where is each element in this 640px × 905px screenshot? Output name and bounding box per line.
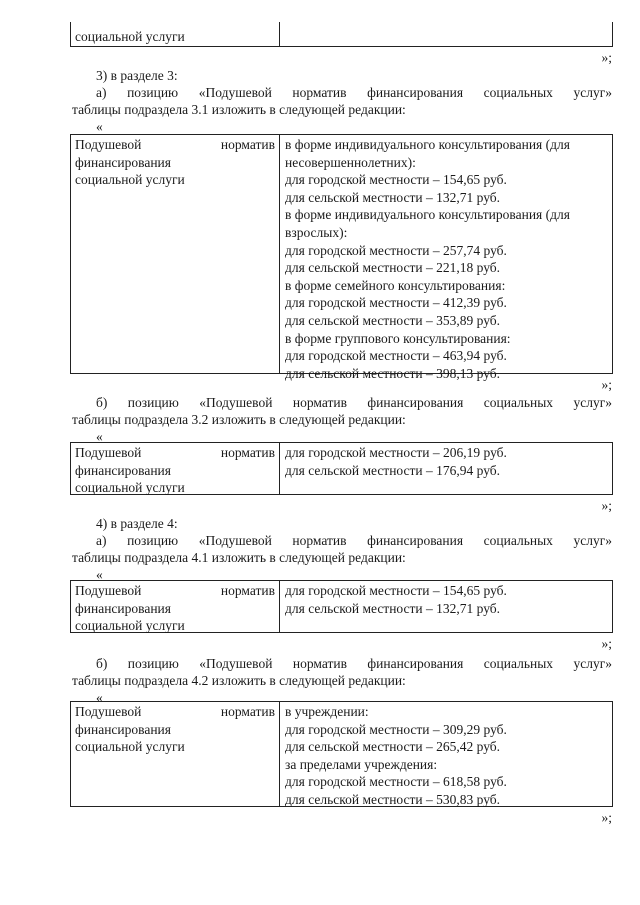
closing-mark: »; [601, 50, 612, 65]
table-4-2-value-cell [285, 702, 608, 809]
value-line: для сельской местности – 265,42 руб. [285, 739, 501, 755]
closing-mark: »; [601, 377, 612, 392]
table-4-2-label-line3: социальной услуги [75, 739, 185, 755]
section4-item-b-line1: б) позицию «Подушевой норматив финансирования социальных услуг» [96, 656, 612, 671]
section4-item-a-line2: таблицы подраздела 4.1 изложить в следующей редакции: [72, 550, 406, 565]
value-line: несовершеннолетних): [285, 154, 416, 170]
value-line: в форме группового консультирования: [285, 330, 511, 346]
section4-item-a-line1: а) позицию «Подушевой норматив финансирования социальных услуг» [96, 533, 612, 548]
table-4-1-label-line1 [71, 582, 279, 600]
label-word-podushevoy: Подушевой [75, 137, 142, 152]
value-line: для городской местности – 463,94 руб. [285, 348, 507, 364]
closing-mark: »; [601, 498, 612, 513]
table-3-1 [70, 134, 613, 381]
value-line: в форме индивидуального консультирования (для [285, 207, 570, 223]
value-line: для сельской местности – 132,71 руб. [285, 600, 501, 616]
value-line: для городской местности – 618,58 руб. [285, 774, 507, 790]
value-line: для сельской местности – 176,94 руб. [285, 462, 501, 478]
section3-item-a-line1: а) позицию «Подушевой норматив финансирования социальных услуг» [96, 85, 612, 100]
closing-mark: »; [601, 636, 612, 651]
table-3-2-label-line3: социальной услуги [75, 480, 185, 496]
table-4-1-label-line3: социальной услуги [75, 618, 185, 634]
label-word-podushevoy: Подушевой [75, 583, 142, 598]
section4-heading: 4) в разделе 4: [96, 516, 178, 531]
table-3-1-value-cell [285, 135, 608, 382]
label-word-normativ: норматив [220, 137, 275, 152]
top-table-fragment [70, 22, 613, 47]
label-word-normativ: норматив [220, 704, 275, 719]
table-4-1 [70, 580, 613, 633]
value-line: за пределами учреждения: [285, 756, 438, 772]
value-line: для сельской местности – 530,83 руб. [285, 791, 501, 807]
label-word-podushevoy: Подушевой [75, 445, 142, 460]
table-4-1-value-cell [285, 581, 608, 617]
top-table-label: социальной услуги [75, 29, 185, 44]
value-line: в учреждении: [285, 704, 369, 719]
value-line: для городской местности – 206,19 руб. [285, 445, 507, 460]
value-line: для городской местности – 309,29 руб. [285, 721, 507, 737]
label-word-normativ: норматив [220, 445, 275, 460]
table-3-2-label-cell [71, 443, 280, 494]
value-line: для сельской местности – 353,89 руб. [285, 312, 501, 328]
value-line: в форме семейного консультирования: [285, 277, 506, 293]
table-3-2 [70, 442, 613, 495]
section3-item-a-line2: таблицы подраздела 3.1 изложить в следующей редакции: [72, 102, 406, 117]
value-line: для сельской местности – 221,18 руб. [285, 260, 501, 276]
table-3-1-label-cell [71, 135, 280, 373]
table-4-2 [70, 701, 613, 807]
table-3-1-label-line1 [71, 136, 279, 154]
value-line: для городской местности – 154,65 руб. [285, 172, 507, 188]
label-word-podushevoy: Подушевой [75, 704, 142, 719]
section3-heading: 3) в разделе 3: [96, 68, 178, 83]
value-line: для городской местности – 412,39 руб. [285, 295, 507, 311]
value-line: для сельской местности – 398,13 руб. [285, 365, 501, 381]
table-4-2-label-cell [71, 702, 280, 806]
opening-mark: « [96, 119, 103, 134]
table-3-2-value-cell [285, 443, 608, 479]
opening-mark: « [96, 429, 103, 444]
value-line: для городской местности – 154,65 руб. [285, 583, 507, 598]
closing-mark: »; [601, 810, 612, 825]
opening-mark: « [96, 567, 103, 582]
value-line: для сельской местности – 132,71 руб. [285, 189, 501, 205]
section3-item-b-line2: таблицы подраздела 3.2 изложить в следующей редакции: [72, 412, 406, 427]
value-line: для городской местности – 257,74 руб. [285, 242, 507, 258]
section4-item-b-line2: таблицы подраздела 4.2 изложить в следующей редакции: [72, 673, 406, 688]
value-line: взрослых): [285, 224, 348, 240]
table-4-1-label-cell [71, 581, 280, 632]
table-4-2-label-line1 [71, 703, 279, 721]
table-3-2-label-line2: финансирования [75, 462, 171, 478]
table-3-1-label-line3: социальной услуги [75, 172, 185, 188]
section3-item-b-line1: б) позицию «Подушевой норматив финансирования социальных услуг» [96, 395, 612, 410]
table-3-1-label-line2: финансирования [75, 154, 171, 170]
value-line: в форме индивидуального консультирования (для [285, 137, 570, 152]
label-word-normativ: норматив [220, 583, 275, 598]
table-3-2-label-line1 [71, 444, 279, 462]
table-4-2-label-line2: финансирования [75, 721, 171, 737]
top-table-left-cell [71, 22, 280, 46]
opening-mark: « [96, 690, 103, 705]
table-4-1-label-line2: финансирования [75, 600, 171, 616]
